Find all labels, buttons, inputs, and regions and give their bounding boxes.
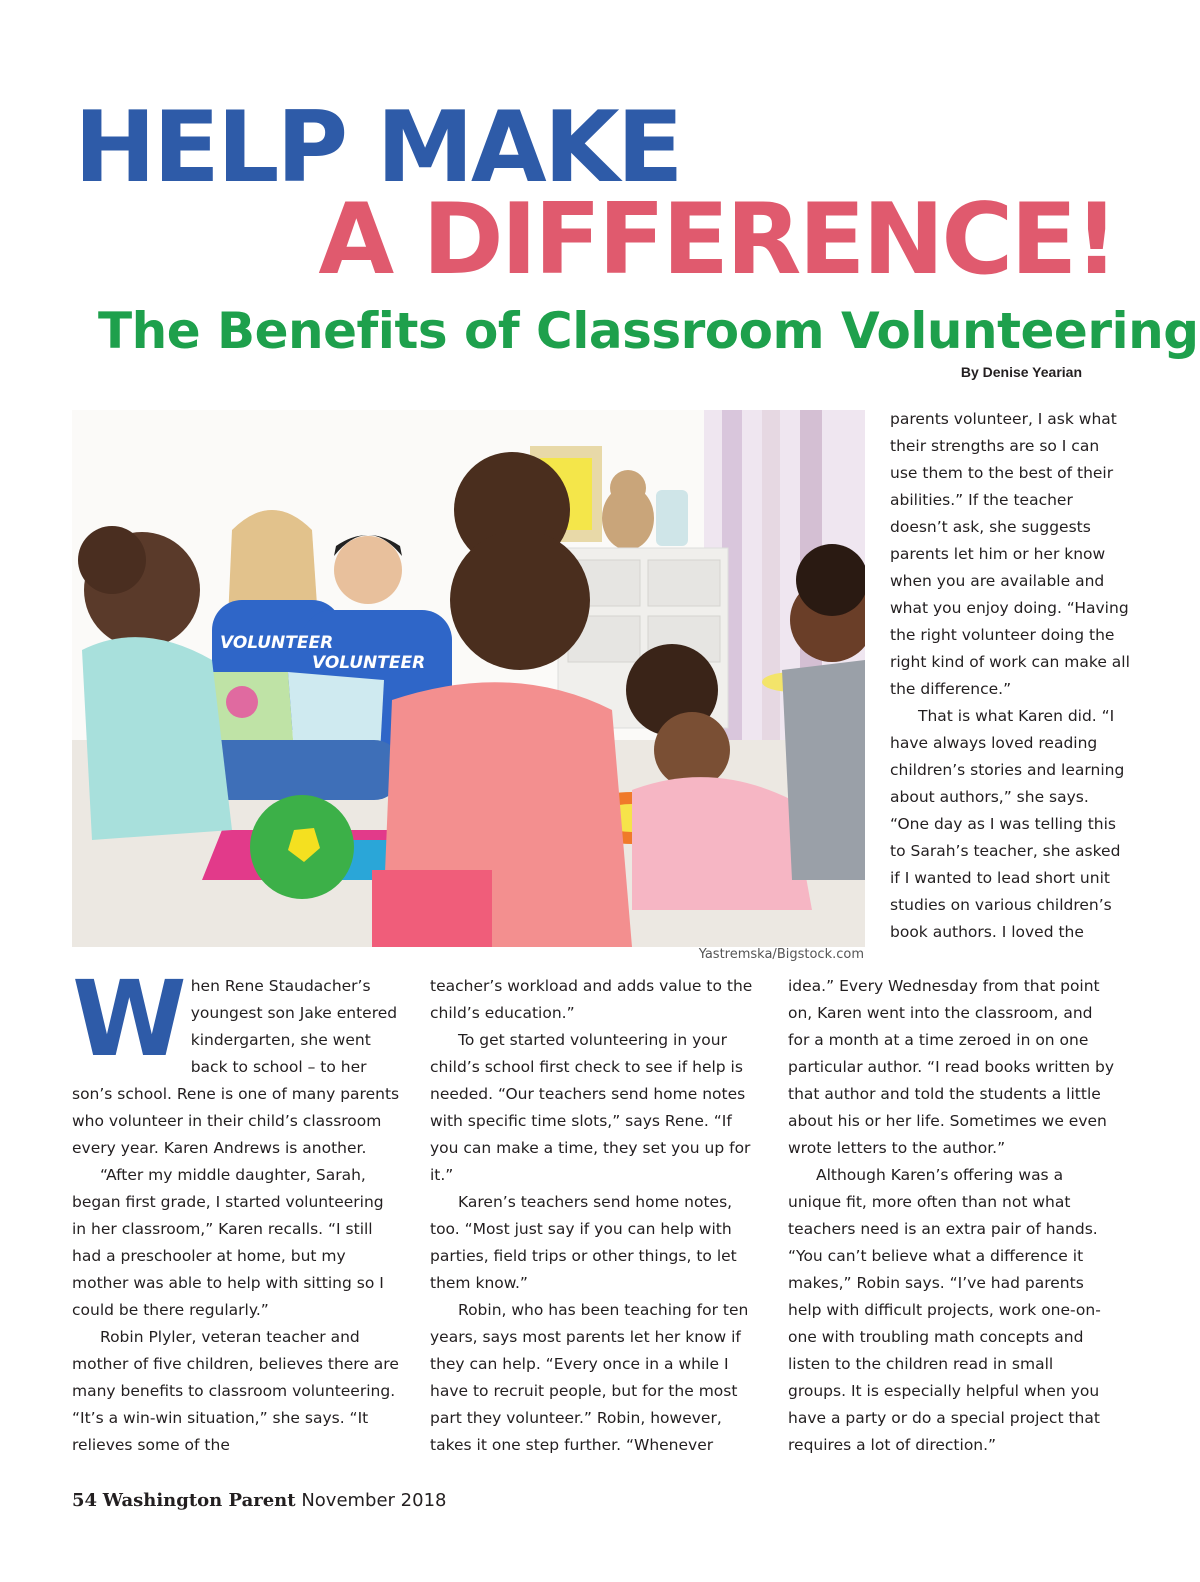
publication-name: Washington Parent — [102, 1490, 296, 1511]
article-column-3 — [788, 973, 1116, 1459]
drop-cap: W — [72, 958, 183, 1080]
side-paragraph-1: parents volunteer, I ask what their strengths are so I can use them to the best of their abilities.” If the teacher doesn’t ask, she suggests parents let him or her know when you are available and what you enjoy doing. “Having the right volunteer doing the right kind of work can make all the difference.” — [890, 410, 1130, 698]
paragraph-1 — [72, 958, 400, 1162]
paragraph-7: Robin, who has been teaching for ten years, says most parents let her know if they can help. “Every once in a while I have to recruit people, but for the most part they volunteer.” Robin, however, takes it one step further. “Whenever — [430, 1301, 749, 1454]
shirt-text-1: VOLUNTEER — [220, 633, 334, 653]
paragraph-2: “After my middle daughter, Sarah, began first grade, I started volunteering in her classroom,” Karen recalls. “I still had a preschooler at home, but my mother was able to help with sitting so I could be there regularly.” — [72, 1166, 384, 1319]
article-column-1 — [72, 958, 400, 1459]
shirt-text-2: VOLUNTEER — [312, 653, 426, 673]
page-number: 54 — [72, 1490, 98, 1511]
headline-line-2: A DIFFERENCE! — [318, 183, 1116, 297]
paragraph-9: Although Karen’s offering was a unique fit, more often than not what teachers need is an extra pair of hands. “You can’t believe what a difference it makes,” Robin says. “I’ve had parents help with difficult projects, work one-on-one with troubling math concepts and listen to the children read in small groups. It is especially helpful when you have a party or do a special project that requires a lot of direction.” — [788, 1166, 1101, 1454]
byline: By Denise Yearian — [960, 364, 1082, 380]
paragraph-6: Karen’s teachers send home notes, too. “Most just say if you can help with parties, field trips or other things, to let them know.” — [430, 1193, 737, 1292]
side-paragraph-2: That is what Karen did. “I have always loved reading children’s stories and learning about authors,” she says. “One day as I was telling this to Sarah’s teacher, she asked if I wanted to lead short unit studies on various children’s book authors. I loved the — [890, 707, 1125, 941]
photo-credit: Yastremska/Bigstock.com — [698, 947, 864, 962]
page-footer — [72, 1490, 446, 1511]
subtitle: The Benefits of Classroom Volunteering — [98, 302, 1199, 360]
paragraph-5: To get started volunteering in your child’s school first check to see if help is needed. “Our teachers send home notes with specific time slots,” says Rene. “If you can make a time, they set you up for it.” — [430, 1031, 751, 1184]
paragraph-4: teacher’s workload and adds value to the child’s education.” — [430, 977, 753, 1022]
article-side-column — [890, 406, 1130, 946]
issue-date: November 2018 — [301, 1490, 447, 1511]
headline-line-1: HELP MAKE — [74, 91, 681, 205]
article-photo — [72, 410, 865, 947]
paragraph-8: idea.” Every Wednesday from that point on, Karen went into the classroom, and for a month at a time zeroed in on one particular author. “I read books written by that author and told the students a little about his or her life. Sometimes we even wrote letters to the author.” — [788, 977, 1115, 1157]
paragraph-1-text: hen Rene Staudacher’s youngest son Jake entered kindergarten, she went back to school – to her son’s school. Rene is one of many parents who volunteer in their child’s classroom every year. Karen Andrews is another. — [72, 977, 400, 1157]
article-column-2 — [430, 973, 758, 1459]
paragraph-3: Robin Plyler, veteran teacher and mother of five children, believes there are many benefits to classroom volunteering. “It’s a win-win situation,” she says. “It relieves some of the — [72, 1328, 399, 1454]
